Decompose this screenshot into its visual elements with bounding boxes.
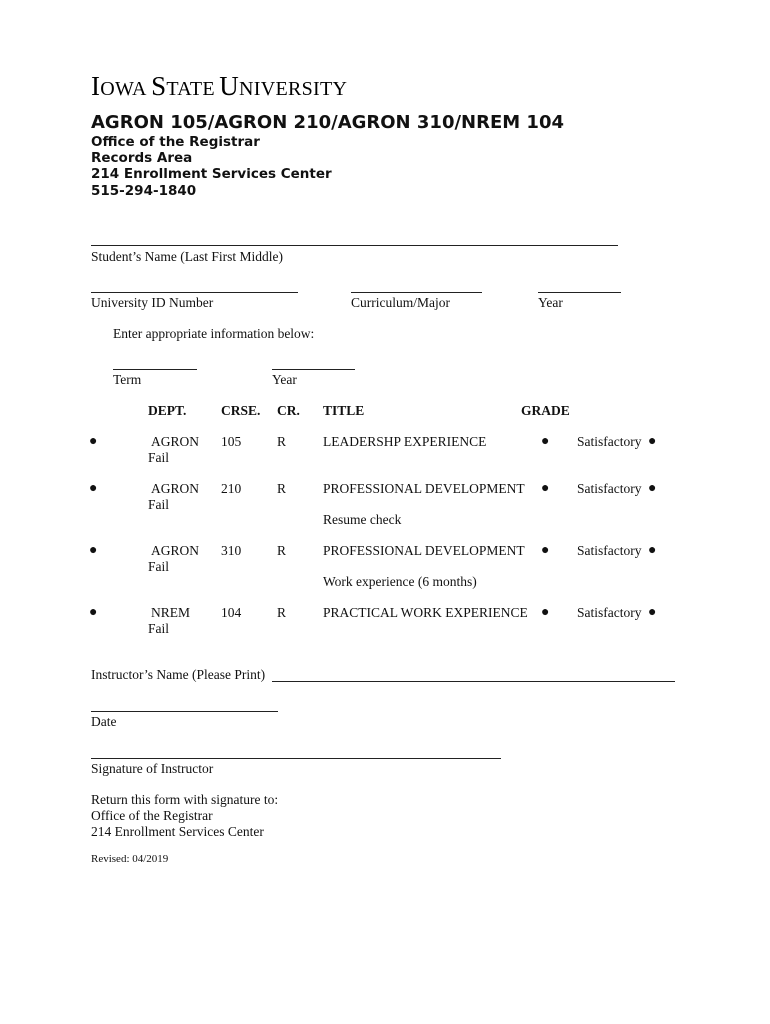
bullet-icon: ● [648, 605, 657, 620]
bullet-icon: ● [89, 605, 98, 620]
grade-option-fail[interactable]: Fail [148, 497, 170, 512]
row-dept: AGRON [151, 434, 200, 449]
row-cr: R [277, 481, 287, 496]
signature-line[interactable] [91, 758, 501, 759]
curriculum-line[interactable] [351, 292, 482, 293]
return-line: 214 Enrollment Services Center [91, 824, 264, 839]
office-line: Records Area [91, 150, 193, 167]
return-line: Office of the Registrar [91, 808, 213, 823]
university-logo: IOWA STATE UNIVERSITY [91, 71, 348, 101]
row-crse: 310 [221, 543, 242, 558]
grade-option-satisfactory[interactable]: Satisfactory [577, 434, 642, 449]
student-name-label: Student’s Name (Last First Middle) [91, 249, 283, 264]
row-title: PROFESSIONAL DEVELOPMENT [323, 543, 525, 558]
course-title: AGRON 105/AGRON 210/AGRON 310/NREM 104 [91, 112, 565, 133]
row-crse: 210 [221, 481, 242, 496]
row-note: Resume check [323, 512, 402, 527]
bullet-icon: ● [89, 434, 98, 449]
signature-label: Signature of Instructor [91, 761, 214, 776]
grade-option-satisfactory[interactable]: Satisfactory [577, 481, 642, 496]
year-line[interactable] [538, 292, 621, 293]
row-cr: R [277, 605, 287, 620]
col-header-crse: CRSE. [221, 403, 261, 418]
bullet-icon: ● [648, 434, 657, 449]
row-title: PROFESSIONAL DEVELOPMENT [323, 481, 525, 496]
row-dept: AGRON [151, 481, 200, 496]
row-title: LEADERSHP EXPERIENCE [323, 434, 487, 449]
university-id-label: University ID Number [91, 295, 214, 310]
grade-option-fail[interactable]: Fail [148, 559, 170, 574]
row-dept: NREM [151, 605, 191, 620]
office-line: Office of the Registrar [91, 134, 260, 150]
col-header-grade: GRADE [521, 403, 570, 418]
return-instructions [91, 792, 278, 840]
row-cr: R [277, 434, 287, 449]
revised-date: Revised: 04/2019 [91, 853, 169, 865]
date-line[interactable] [91, 711, 278, 712]
office-line: 214 Enrollment Services Center [91, 166, 332, 183]
row-dept: AGRON [151, 543, 200, 558]
grade-option-fail[interactable]: Fail [148, 450, 170, 465]
curriculum-label: Curriculum/Major [351, 295, 450, 310]
term-label: Term [113, 372, 142, 387]
bullet-icon: ● [648, 543, 657, 558]
instructions-text: Enter appropriate information below: [113, 326, 315, 341]
student-name-line[interactable] [91, 245, 618, 246]
bullet-icon: ● [89, 481, 98, 496]
university-id-line[interactable] [91, 292, 298, 293]
row-cr: R [277, 543, 287, 558]
bullet-icon: ● [541, 543, 550, 558]
col-header-dept: DEPT. [148, 403, 187, 418]
bullet-icon: ● [541, 481, 550, 496]
bullet-icon: ● [648, 481, 657, 496]
instructor-name-line[interactable] [272, 681, 675, 682]
term-year-line[interactable] [272, 369, 355, 370]
row-title: PRACTICAL WORK EXPERIENCE [323, 605, 528, 620]
row-crse: 105 [221, 434, 242, 449]
bullet-icon: ● [89, 543, 98, 558]
term-year-label: Year [272, 372, 297, 387]
grade-option-satisfactory[interactable]: Satisfactory [577, 605, 642, 620]
date-label: Date [91, 714, 117, 729]
bullet-icon: ● [541, 605, 550, 620]
office-address [91, 134, 332, 199]
instructor-name-label: Instructor’s Name (Please Print) [91, 667, 266, 682]
year-label: Year [538, 295, 563, 310]
row-crse: 104 [221, 605, 242, 620]
col-header-cr: CR. [277, 403, 300, 418]
term-line[interactable] [113, 369, 197, 370]
office-line: 515-294-1840 [91, 182, 197, 199]
bullet-icon: ● [541, 434, 550, 449]
return-line: Return this form with signature to: [91, 792, 279, 807]
row-note: Work experience (6 months) [323, 574, 477, 589]
grade-option-fail[interactable]: Fail [148, 621, 170, 636]
grade-option-satisfactory[interactable]: Satisfactory [577, 543, 642, 558]
col-header-title: TITLE [323, 403, 365, 418]
